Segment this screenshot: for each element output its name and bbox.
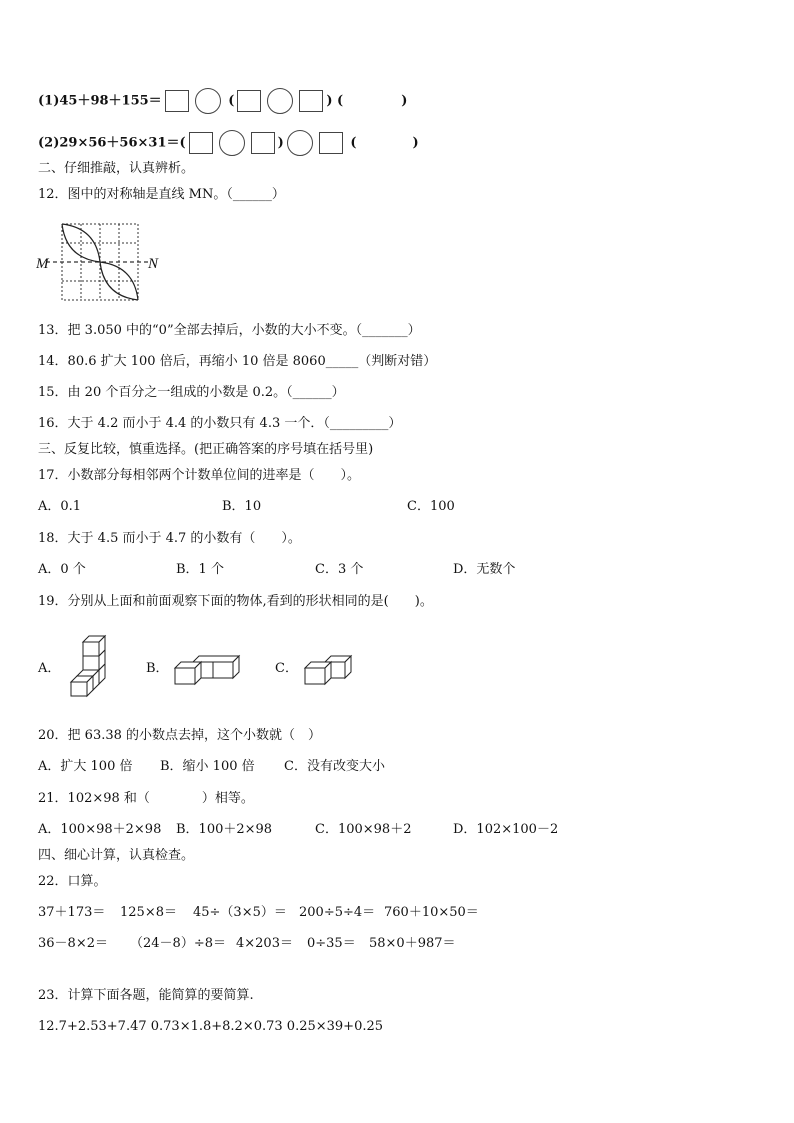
q23-text: 23．计算下面各题，能简算的要简算.: [38, 988, 254, 1003]
answer-box[interactable]: [319, 132, 343, 154]
answer-box[interactable]: [299, 90, 323, 112]
q17-option-a[interactable]: A．0.1: [38, 499, 82, 514]
q19-cubes-b: [172, 654, 244, 690]
q22-item: 0÷35＝: [307, 936, 356, 951]
answer-paren-close: ): [412, 135, 419, 151]
q17-text: 17．小数部分每相邻两个计数单位间的进率是（ ）。: [38, 468, 361, 483]
q22-item: 36－8×2＝: [38, 936, 108, 951]
q21-option-d[interactable]: D．102×100－2: [453, 822, 559, 837]
q20-text: 20．把 63.38 的小数点去掉，这个小数就（ ）: [38, 728, 322, 743]
q13-text: 13．把 3.050 中的“0”全部去掉后，小数的大小不变。（_______）: [38, 323, 421, 338]
q22-item: 45÷（3×5）＝: [193, 905, 287, 920]
q18-option-b[interactable]: B．1 个: [176, 562, 224, 577]
q11-part1: [38, 88, 407, 114]
q12-text: 12．图中的对称轴是直线 MN。（______）: [38, 187, 285, 202]
q11-part2: [38, 130, 419, 156]
q16-text: 16．大于 4.2 而小于 4.4 的小数只有 4.3 一个．（_________）: [38, 416, 402, 431]
q20-option-c[interactable]: C．没有改变大小: [284, 759, 385, 774]
section2-title: 二、仔细推敲，认真辨析。: [38, 161, 195, 176]
q19-text: 19．分别从上面和前面观察下面的物体,看到的形状相同的是( )。: [38, 594, 433, 609]
label-m: M: [36, 256, 49, 272]
q22-item: 37＋173＝: [38, 905, 106, 920]
q21-option-c[interactable]: C．100×98＋2: [315, 822, 412, 837]
q23-expressions: 12.7+2.53+7.47 0.73×1.8+8.2×0.73 0.25×39+0.25: [38, 1019, 384, 1034]
q20-option-b[interactable]: B．缩小 100 倍: [160, 759, 255, 774]
q18-text: 18．大于 4.5 而小于 4.7 的小数有（ ）。: [38, 531, 301, 546]
q15-text: 15．由 20 个百分之一组成的小数是 0.2。（______）: [38, 385, 345, 400]
q19-cubes-a: [66, 634, 112, 708]
q18-option-a[interactable]: A．0 个: [38, 562, 86, 577]
q19-option-a[interactable]: A．: [38, 661, 61, 676]
label-n: N: [148, 256, 159, 272]
q18-option-d[interactable]: D．无数个: [453, 562, 516, 577]
q21-option-a[interactable]: A．100×98＋2×98: [38, 822, 162, 837]
section3-title: 三、反复比较，慎重选择。(把正确答案的序号填在括号里): [38, 442, 374, 457]
q22-item: 760＋10×50＝: [384, 905, 479, 920]
q18-option-c[interactable]: C．3 个: [315, 562, 364, 577]
answer-box[interactable]: [251, 132, 275, 154]
answer-box[interactable]: [189, 132, 213, 154]
paren: (: [228, 93, 235, 109]
q22-item: 4×203＝: [236, 936, 293, 951]
q14-text: 14．80.6 扩大 100 倍后，再缩小 10 倍是 8060_____（判断对错）: [38, 354, 437, 369]
answer-paren-open: (: [337, 93, 344, 109]
answer-circle[interactable]: [195, 88, 221, 114]
answer-box[interactable]: [237, 90, 261, 112]
q21-text: 21．102×98 和（ ）相等。: [38, 791, 254, 806]
q22-item: 58×0＋987＝: [369, 936, 456, 951]
q22-text: 22．口算。: [38, 874, 107, 889]
q22-item: （24－8）÷8＝: [130, 936, 226, 951]
q19-option-c[interactable]: C．: [275, 661, 298, 676]
q11-part1-prefix: (1)45＋98＋155＝: [38, 93, 162, 109]
answer-circle[interactable]: [267, 88, 293, 114]
answer-paren-open: (: [350, 135, 357, 151]
q19-cubes-c: [302, 654, 356, 690]
q20-option-a[interactable]: A．扩大 100 倍: [38, 759, 133, 774]
q21-option-b[interactable]: B．100＋2×98: [176, 822, 273, 837]
answer-paren-close: ): [401, 93, 408, 109]
q22-item: 125×8＝: [120, 905, 177, 920]
answer-circle[interactable]: [219, 130, 245, 156]
q22-item: 200÷5÷4＝: [299, 905, 376, 920]
q17-option-b[interactable]: B．10: [222, 499, 262, 514]
q11-part2-prefix: (2)29×56＋56×31＝(: [38, 135, 186, 151]
q17-option-c[interactable]: C．100: [407, 499, 455, 514]
answer-circle[interactable]: [287, 130, 313, 156]
q12-grid-figure: [36, 218, 166, 304]
q19-option-b[interactable]: B．: [146, 661, 169, 676]
answer-box[interactable]: [165, 90, 189, 112]
paren: ): [326, 93, 333, 109]
section4-title: 四、细心计算，认真检查。: [38, 848, 195, 863]
paren: ): [277, 135, 284, 151]
